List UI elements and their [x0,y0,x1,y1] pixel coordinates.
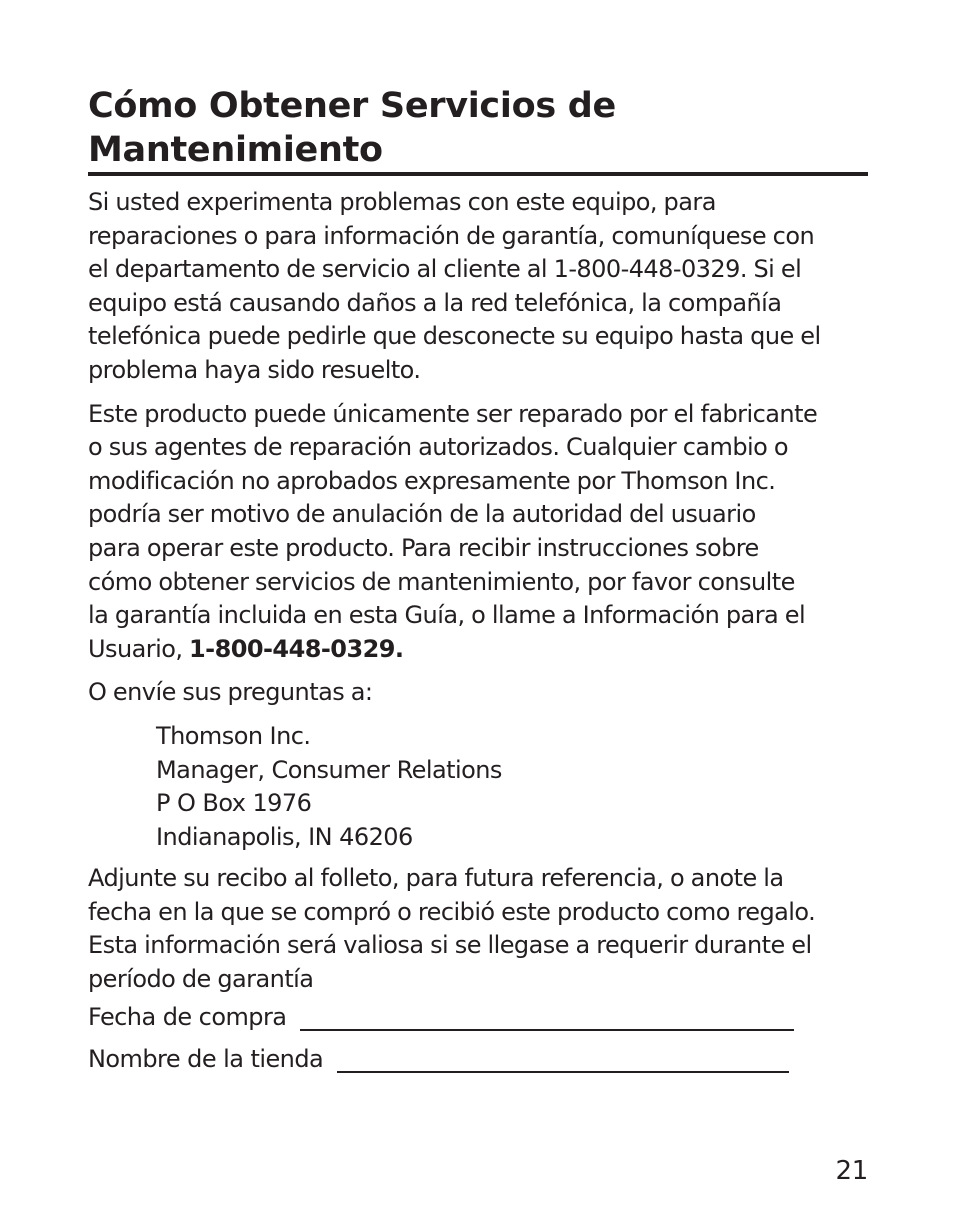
user-info-prefix: Usuario, [88,634,190,663]
store-name-label: Nombre de la tienda [88,1045,324,1074]
text-line: fecha en la que se compró o recibió este producto como regalo. [88,897,816,926]
text-line: Esta información será valiosa si se llegase a requerir durante el [88,931,812,960]
text-line: la garantía incluida en esta Guía, o llame a Información para el [88,601,806,630]
service-contact-paragraph [88,186,868,388]
support-phone-number: 1-800-448-0329. [189,634,404,663]
text-line: el departamento de servicio al cliente al 1-800-448-0329. Si el [88,255,802,284]
text-line: período de garantía [88,965,314,994]
text-line: reparaciones o para información de garantía, comuníquese con [88,221,815,250]
address-line: Manager, Consumer Relations [156,755,502,784]
authorized-repair-paragraph [88,398,868,667]
text-line: podría ser motivo de anulación de la autoridad del usuario [88,500,756,529]
text-line: telefónica puede pedirle que desconecte su equipo hasta que el [88,322,821,351]
text-line: problema haya sido resuelto. [88,355,421,384]
page-title [88,84,868,172]
text-line: modificación no aprobados expresamente por Thomson Inc. [88,466,776,495]
mailing-address [156,720,868,854]
address-line: Indianapolis, IN 46206 [156,822,413,851]
text-line: o sus agentes de reparación autorizados. Cualquier cambio o [88,433,789,462]
title-underline-rule [88,172,868,176]
text-line-last [88,633,868,667]
text-line: para operar este producto. Para recibir instrucciones sobre [88,533,759,562]
page-number: 21 [835,1156,868,1186]
purchase-date-row [88,1001,868,1035]
manual-page [88,84,868,1077]
address-line: P O Box 1976 [156,789,312,818]
text-line: Si usted experimenta problemas con este equipo, para [88,188,716,216]
store-name-row [88,1043,868,1077]
receipt-note-paragraph [88,862,868,996]
text-line: equipo está causando daños a la red telefónica, la compañía [88,288,782,317]
text-line: Este producto puede únicamente ser reparado por el fabricante [88,399,818,428]
text-line: Adjunte su recibo al folleto, para futura referencia, o anote la [88,864,784,893]
send-questions-intro [88,676,868,710]
address-line: Thomson Inc. [156,721,311,750]
title-line-2: Mantenimiento [88,130,383,170]
text-line: cómo obtener servicios de mantenimiento, por favor consulte [88,567,795,596]
store-name-blank-line [337,1043,789,1073]
text-line: O envíe sus preguntas a: [88,678,373,707]
purchase-date-label: Fecha de compra [88,1003,287,1032]
title-line-1: Cómo Obtener Servicios de [88,86,616,126]
purchase-date-blank-line [300,1001,794,1031]
